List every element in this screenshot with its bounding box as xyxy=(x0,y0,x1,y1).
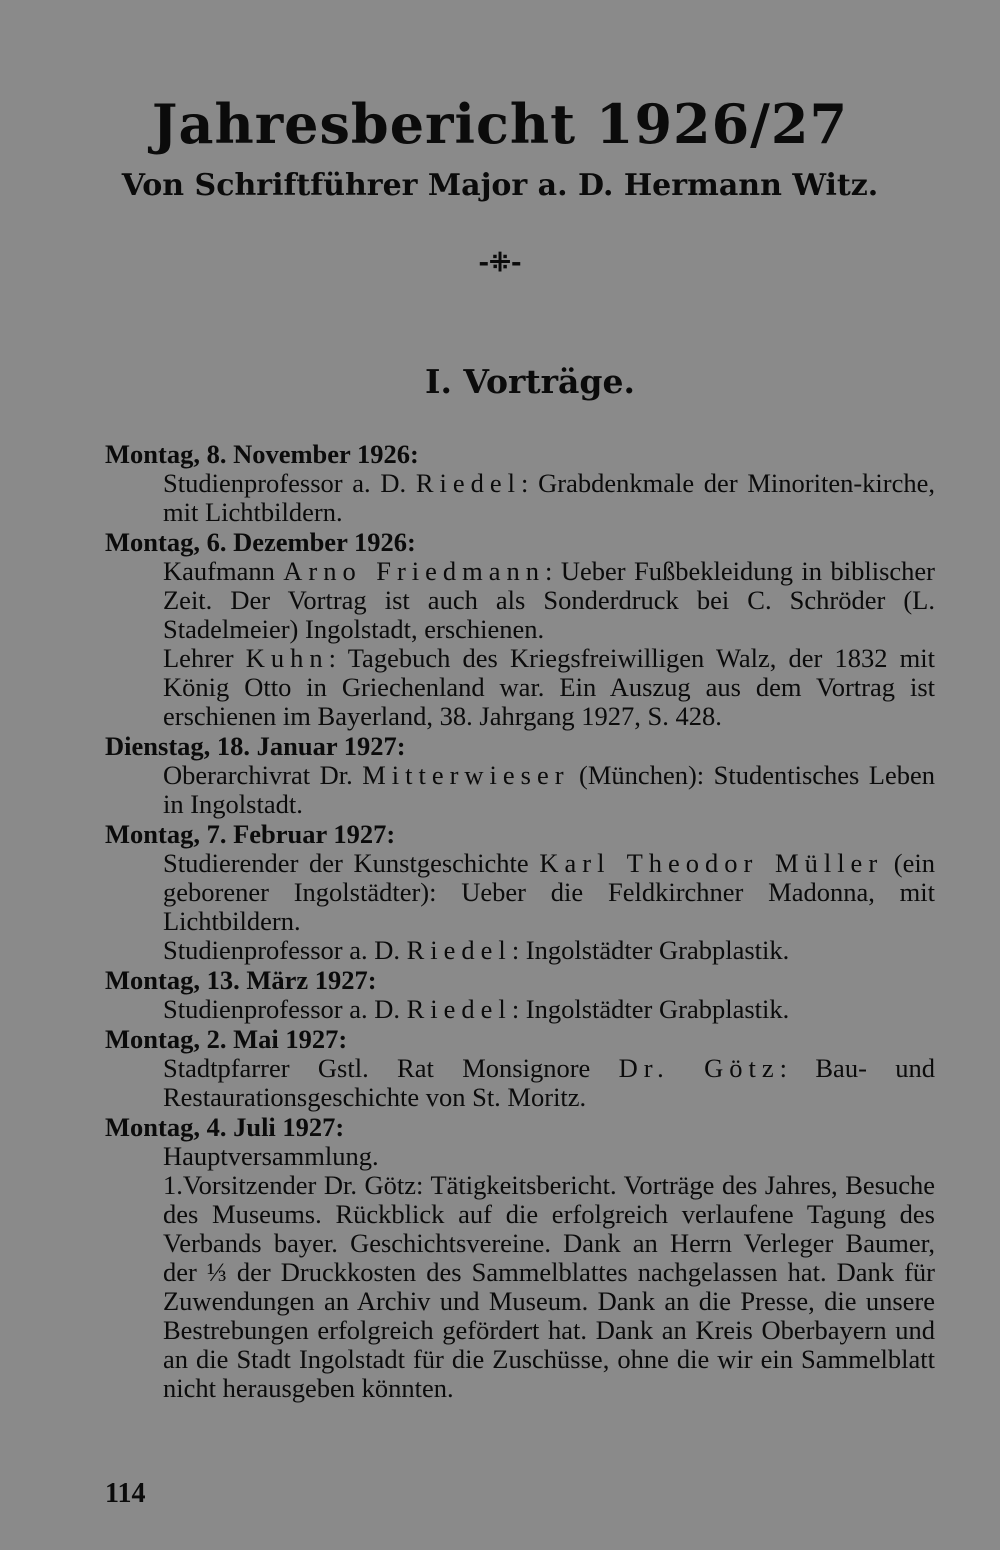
lecture-entry xyxy=(105,966,935,1024)
page-subtitle: Von Schriftführer Major a. D. Hermann Witz. xyxy=(121,168,879,203)
lecture-text: Kaufmann Arno Friedmann: Ueber Fußbekleidung in biblischer Zeit. Der Vortrag ist auch als Sonderdruck bei C. Schröder (L. Stadelmeier) Ingolstadt, erschienen. Lehrer Kuhn: Tagebuch des Kriegsfreiwilligen Walz, der 1832 mit König Otto in Griechenland war. Ein Auszug aus dem Vortrag ist erschienen im Bayerland, 38. Jahrgang 1927, S. 428. xyxy=(163,556,935,731)
speaker-name: Mitterwieser xyxy=(362,760,570,790)
speaker-name: Riedel xyxy=(415,468,522,498)
section-heading: I. Vorträge. xyxy=(425,362,635,401)
lecture-text: Studierender der Kunstgeschichte Karl Theodor Müller (ein geborener Ingolstädter): Ueber die Feldkirchner Madonna, mit Lichtbildern. Studienprofessor a. D. Riedel: Ingolstädter Grabplastik. xyxy=(163,848,936,965)
lecture-text: Studienprofessor a. D. Riedel: Grabdenkmale der Minoriten-kirche, mit Lichtbildern. xyxy=(163,468,935,527)
lecture-text xyxy=(105,1142,935,1403)
speaker-name: Kuhn xyxy=(245,643,329,673)
lecture-text: Stadtpfarrer Gstl. Rat Monsignore Dr. Götz: Bau- und Restaurationsgeschichte von St. Moritz. xyxy=(163,1053,935,1112)
lecture-entry xyxy=(105,1025,935,1112)
lecture-date: Montag, 4. Juli 1927: xyxy=(105,1112,345,1142)
lecture-date: Montag, 7. Februar 1927: xyxy=(105,819,396,849)
lecture-entry xyxy=(105,732,935,819)
lecture-date: Montag, 8. November 1926: xyxy=(105,439,419,469)
lecture-entry xyxy=(105,528,935,731)
lecture-text: Oberarchivrat Dr. Mitterwieser (München): Studentisches Leben in Ingolstadt. xyxy=(163,760,936,819)
page-title: Jahresbericht 1926/27 xyxy=(151,92,849,156)
lecture-list xyxy=(105,440,935,1404)
lecture-date: Montag, 13. März 1927: xyxy=(105,965,377,995)
lecture-entry xyxy=(105,1113,935,1403)
speaker-name: Riedel xyxy=(406,994,512,1024)
annual-report-text: 1.Vorsitzender Dr. Götz: Tätigkeitsbericht. Vorträge des Jahres, Besuche des Museums. Rückblick auf die erfolgreich verlaufene Tagung des Verbands bayer. Geschichtsvereine. Dank an Herrn Verleger Baumer, der ⅓ der Druckkosten des Sammelblattes nachgelassen hat. Dank für Zuwendungen an Archiv und Museum. Dank an die Presse, die unsere Bestrebungen erfolgreich gefördert hat. Dank an Kreis Oberbayern und an die Stadt Ingolstadt für die Zuschüsse, ohne die wir ein Sammelblatt nicht herausgeben könnten. xyxy=(163,1170,935,1403)
lecture-date: Montag, 6. Dezember 1926: xyxy=(105,527,416,557)
speaker-name: Arno Friedmann xyxy=(283,556,546,586)
lecture-entry xyxy=(105,820,935,965)
speaker-name: Riedel xyxy=(406,935,512,965)
lecture-date: Dienstag, 18. Januar 1927: xyxy=(105,731,406,761)
speaker-name: Karl Theodor Müller xyxy=(539,848,884,878)
lecture-text: Studienprofessor a. D. Riedel: Ingolstädter Grabplastik. xyxy=(163,994,790,1024)
lecture-entry xyxy=(105,440,935,527)
speaker-name: Dr. Götz xyxy=(618,1053,780,1083)
lecture-date: Montag, 2. Mai 1927: xyxy=(105,1024,348,1054)
ornament-divider: -⁜- xyxy=(478,248,522,278)
meeting-label: Hauptversammlung. xyxy=(163,1141,379,1171)
page-number: 114 xyxy=(105,1478,146,1509)
